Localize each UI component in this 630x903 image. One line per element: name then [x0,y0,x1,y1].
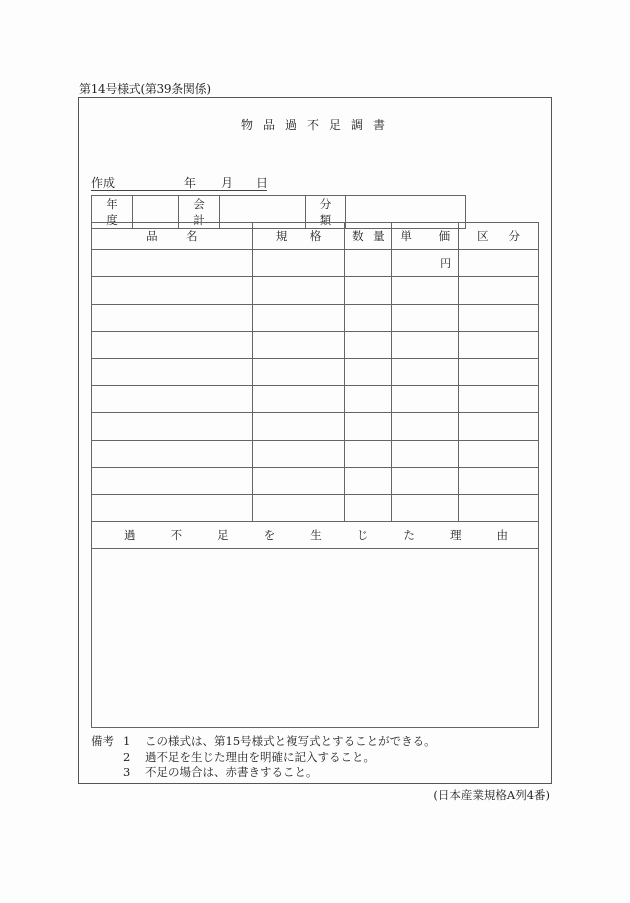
classification-cell[interactable] [459,250,539,277]
reason-field[interactable] [92,549,539,728]
note-item [91,765,436,781]
table-row [92,413,539,440]
spec-cell[interactable] [252,331,345,358]
note-item [91,750,436,766]
header-quantity: 数 量 [345,223,392,250]
classification-cell[interactable] [459,304,539,331]
items-table [91,222,539,728]
item-name-cell[interactable] [92,250,253,277]
created-date-line [91,174,267,191]
unit-price-cell[interactable] [392,358,459,385]
notes-section [91,734,436,781]
header-spec: 規 格 [252,223,345,250]
item-name-cell[interactable] [92,277,253,304]
unit-price-cell[interactable] [392,304,459,331]
quantity-cell[interactable] [345,277,392,304]
spec-cell[interactable] [252,440,345,467]
header-unit-price: 単 価 [392,223,459,250]
reason-body-row [92,549,539,728]
item-name-cell[interactable] [92,386,253,413]
unit-price-cell[interactable] [392,440,459,467]
form-number: 第14号様式(第39条関係) [79,82,211,96]
item-name-cell[interactable] [92,494,253,521]
item-name-cell[interactable] [92,440,253,467]
table-row [92,304,539,331]
classification-cell[interactable] [459,358,539,385]
unit-price-cell[interactable] [392,331,459,358]
month-label: 月 [221,176,234,190]
item-name-cell[interactable] [92,413,253,440]
unit-price-cell[interactable] [392,277,459,304]
quantity-cell[interactable] [345,250,392,277]
classification-cell[interactable] [459,331,539,358]
header-item-name: 品 名 [92,223,253,250]
classification-cell[interactable] [459,440,539,467]
day-label: 日 [256,176,269,190]
header-classification: 区 分 [459,223,539,250]
classification-cell[interactable] [459,386,539,413]
classification-cell[interactable] [459,467,539,494]
fiscal-year-label: 年度 [92,196,133,229]
spec-cell[interactable] [252,413,345,440]
quantity-cell[interactable] [345,304,392,331]
reason-header: 過 不 足 を 生 じ た 理 由 [92,522,539,549]
note-number: 2 [123,749,131,764]
table-row [92,467,539,494]
account-label: 会計 [179,196,220,229]
table-header-row [92,223,539,250]
form-title: 物品過不足調書 [240,118,395,132]
note-number: 3 [123,765,131,779]
quantity-cell[interactable] [345,331,392,358]
table-row [92,250,539,277]
notes-label: 備考 [91,734,114,748]
item-name-cell[interactable] [92,467,253,494]
spec-cell[interactable] [252,304,345,331]
quantity-cell[interactable] [345,494,392,521]
classification-cell[interactable] [459,413,539,440]
spec-cell[interactable] [252,467,345,494]
year-label: 年 [184,176,197,190]
quantity-cell[interactable] [345,440,392,467]
unit-price-cell[interactable] [392,467,459,494]
unit-price-cell[interactable] [392,413,459,440]
classification-cell[interactable] [459,277,539,304]
spec-cell[interactable] [252,277,345,304]
quantity-cell[interactable] [345,467,392,494]
unit-price-cell[interactable]: 円 [392,250,459,277]
unit-price-cell[interactable] [392,386,459,413]
item-name-cell[interactable] [92,358,253,385]
paper-size-note: (日本産業規格A列4番) [433,788,550,802]
quantity-cell[interactable] [345,413,392,440]
quantity-cell[interactable] [345,358,392,385]
note-text: 過不足を生じた理由を明確に記入すること。 [145,749,375,764]
table-row [92,358,539,385]
spec-cell[interactable] [252,250,345,277]
unit-price-cell[interactable] [392,494,459,521]
table-row [92,277,539,304]
note-text: 不足の場合は、赤書きすること。 [145,765,318,779]
category-label: 分類 [306,196,346,229]
spec-cell[interactable] [252,494,345,521]
spec-cell[interactable] [252,358,345,385]
item-name-cell[interactable] [92,304,253,331]
note-item [91,734,436,750]
quantity-cell[interactable] [345,386,392,413]
table-row [92,331,539,358]
note-number: 1 [123,734,131,748]
table-row [92,386,539,413]
note-text: この様式は、第15号様式と複写式とすることができる。 [145,734,436,748]
reason-header-row [92,522,539,549]
classification-cell[interactable] [459,494,539,521]
item-name-cell[interactable] [92,331,253,358]
created-label: 作成 [91,176,116,190]
table-row [92,494,539,521]
spec-cell[interactable] [252,386,345,413]
table-row [92,440,539,467]
